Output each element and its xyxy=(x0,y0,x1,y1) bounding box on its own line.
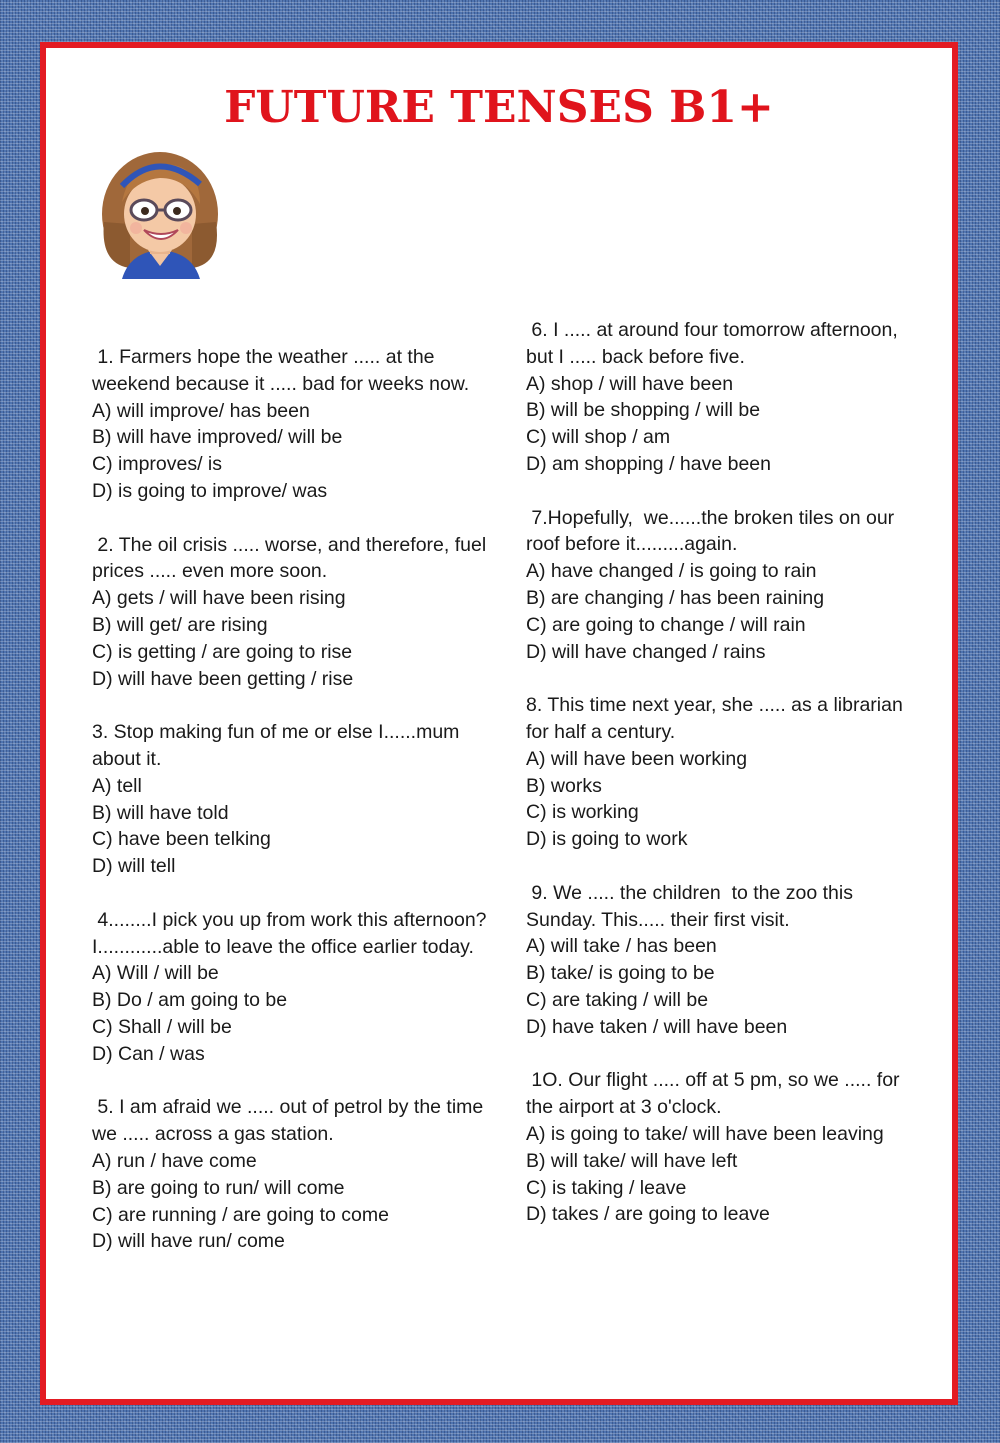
question xyxy=(526,317,926,478)
questions-right-column xyxy=(526,317,926,1255)
question xyxy=(526,505,926,666)
question xyxy=(526,880,926,1041)
question-text: 5. I am afraid we ..... out of petrol by the time we ..... across a gas station. xyxy=(92,1096,484,1146)
option: B) will take/ will have left xyxy=(526,1149,738,1172)
option: C) are taking / will be xyxy=(526,988,709,1011)
option: D) takes / are going to leave xyxy=(526,1203,770,1226)
option: B) will get/ are rising xyxy=(92,613,268,636)
option: C) are going to change / will rain xyxy=(526,613,806,636)
option: D) will have changed / rains xyxy=(526,640,766,663)
question-text: 8. This time next year, she ..... as a librarian for half a century. xyxy=(526,694,903,743)
option: A) run / have come xyxy=(92,1149,257,1172)
option: B) will have told xyxy=(92,801,229,824)
option: D) Can / was xyxy=(92,1042,205,1065)
option: C) will shop / am xyxy=(526,426,671,449)
option: A) Will / will be xyxy=(92,962,219,985)
questions-left-column xyxy=(92,344,492,1282)
option-list xyxy=(526,1121,926,1228)
option: D) will have run/ come xyxy=(92,1230,285,1253)
option: C) Shall / will be xyxy=(92,1015,232,1038)
question xyxy=(526,692,926,853)
question xyxy=(92,344,492,505)
option: D) will tell xyxy=(92,855,176,878)
question-text: 3. Stop making fun of me or else I......mum about it. xyxy=(92,721,460,770)
option: D) have taken / will have been xyxy=(526,1015,788,1038)
option: B) will have improved/ will be xyxy=(92,426,343,449)
option: B) take/ is going to be xyxy=(526,962,715,985)
option: D) will have been getting / rise xyxy=(92,667,354,690)
question-text: 9. We ..... the children to the zoo this Sunday. This..... their first visit. xyxy=(526,881,853,931)
question-text: 1. Farmers hope the weather ..... at the weekend because it ..... bad for weeks now. xyxy=(92,346,470,395)
question xyxy=(92,532,492,693)
option-list xyxy=(526,746,926,853)
teacher-avatar xyxy=(100,144,230,279)
option: C) is taking / leave xyxy=(526,1176,687,1199)
option: D) is going to improve/ was xyxy=(92,479,328,502)
option: A) will take / has been xyxy=(526,935,717,958)
question xyxy=(92,1094,492,1255)
option: C) are running / are going to come xyxy=(92,1203,389,1226)
option: C) is working xyxy=(526,801,639,824)
option: B) will be shopping / will be xyxy=(526,399,761,422)
option: A) tell xyxy=(92,774,142,797)
option: C) improves/ is xyxy=(92,453,223,476)
option: A) shop / will have been xyxy=(526,372,734,395)
option-list xyxy=(92,585,492,692)
option-list xyxy=(526,933,926,1040)
question-text: 7.Hopefully, we......the broken tiles on our roof before it.........again. xyxy=(526,506,895,556)
option-list xyxy=(526,558,926,665)
option: D) am shopping / have been xyxy=(526,452,771,475)
option: A) have changed / is going to rain xyxy=(526,560,817,583)
worksheet-title: FUTURE TENSES B1+ xyxy=(224,82,774,133)
option-list xyxy=(92,1148,492,1255)
question-text: 1O. Our flight ..... off at 5 pm, so we ..... for the airport at 3 o'clock. xyxy=(526,1069,900,1119)
option-list xyxy=(526,371,926,478)
option: D) is going to work xyxy=(526,828,688,851)
option: A) is going to take/ will have been leaving xyxy=(526,1122,884,1145)
question xyxy=(526,1067,926,1228)
question xyxy=(92,907,492,1068)
option-list xyxy=(92,773,492,880)
question-text: 2. The oil crisis ..... worse, and therefore, fuel prices ..... even more soon. xyxy=(92,533,487,583)
question-text: 6. I ..... at around four tomorrow afternoon, but I ..... back before five. xyxy=(526,319,898,368)
option: B) are going to run/ will come xyxy=(92,1176,345,1199)
option-list xyxy=(92,960,492,1067)
option: B) Do / am going to be xyxy=(92,989,288,1012)
option: B) are changing / has been raining xyxy=(526,586,825,609)
option-list xyxy=(92,398,492,505)
option: A) gets / will have been rising xyxy=(92,587,346,610)
option: A) will improve/ has been xyxy=(92,399,310,422)
option: C) is getting / are going to rise xyxy=(92,640,353,663)
question xyxy=(92,719,492,880)
worksheet xyxy=(40,42,958,1405)
option: C) have been telking xyxy=(92,828,271,851)
question-text: 4........I pick you up from work this afternoon? I............able to leave the office earlier today. xyxy=(92,908,487,958)
option: A) will have been working xyxy=(526,747,748,770)
option: B) works xyxy=(526,774,602,797)
